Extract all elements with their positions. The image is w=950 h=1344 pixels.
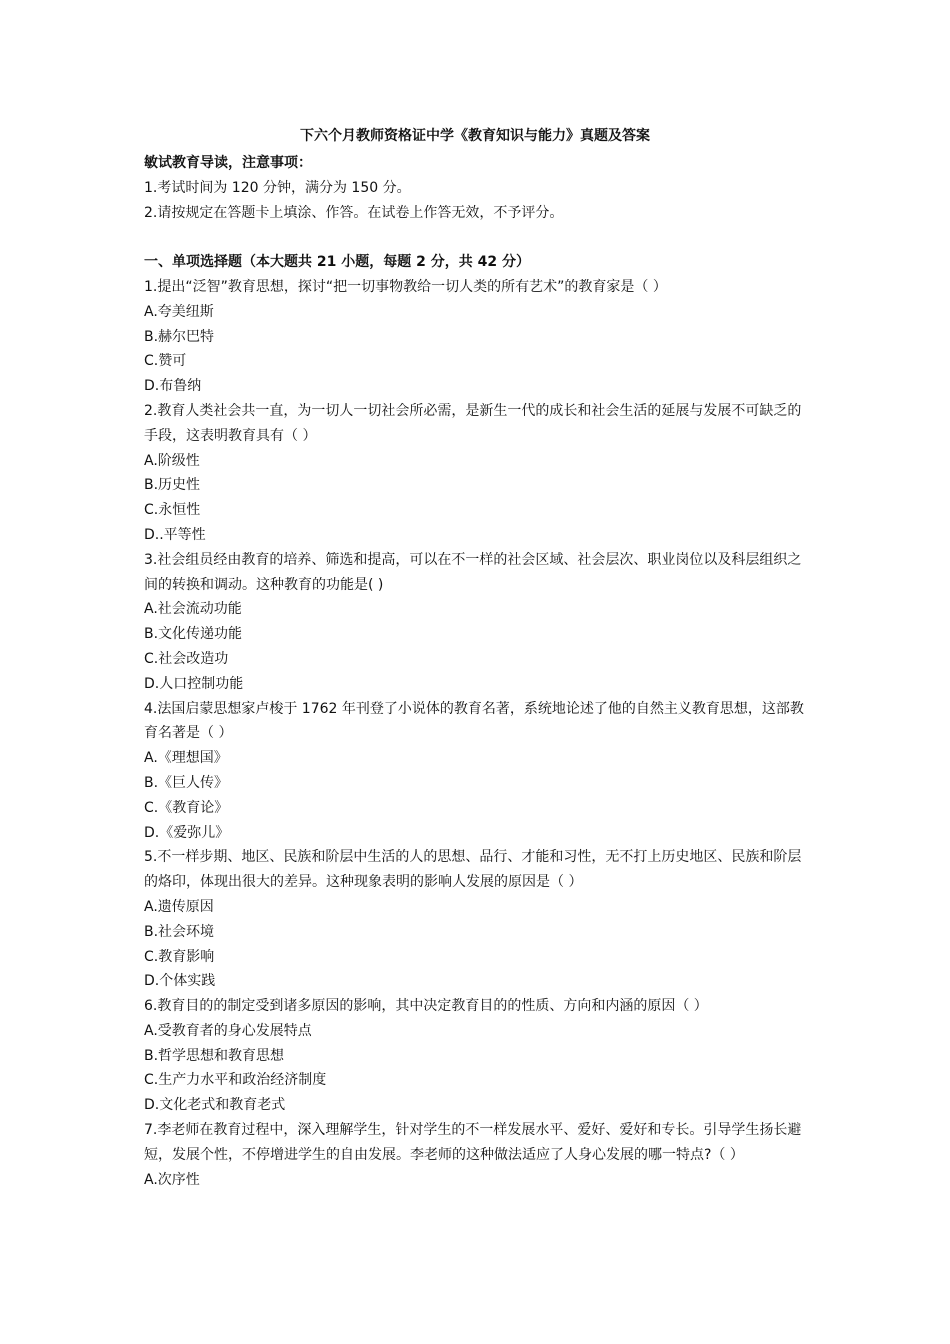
question-option: D.文化老式和教育老式 [144, 1097, 286, 1114]
question-option: B.赫尔巴特 [144, 328, 215, 345]
question-option: C.社会改造功 [144, 650, 229, 667]
question-option: B.《巨人传》 [144, 774, 229, 791]
question-option: D.《爱弥儿》 [144, 824, 230, 841]
question-stem: 4.法国启蒙思想家卢梭于 1762 年刊登了小说体的教育名著，系统地论述了他的自然主义教育思想，这部教育名著是（ ） [144, 700, 804, 742]
question-stem: 2.教育人类社会共一直，为一切人一切社会所必需，是新生一代的成长和社会生活的延展与发展不可缺乏的手段，这表明教育具有（ ） [144, 402, 802, 444]
notice-heading: 敏试教育导读，注意事项： [144, 155, 312, 171]
question-stem: 6.教育目的的制定受到诸多原因的影响，其中决定教育目的的性质、方向和内涵的原因（ ） [144, 998, 708, 1015]
question-option: A.次序性 [144, 1171, 200, 1188]
question-option: B.文化传递功能 [144, 626, 243, 643]
notice-item: 1.考试时间为 120 分钟，满分为 150 分。 [144, 179, 411, 196]
question-option: C.生产力水平和政治经济制度 [144, 1072, 327, 1089]
question-option: C.赞可 [144, 353, 187, 370]
question-option: B.哲学思想和教育思想 [144, 1047, 285, 1064]
question-stem: 1.提出“泛智”教育思想，探讨“把一切事物教给一切人类的所有艺术”的教育家是（ ） [144, 278, 667, 295]
blank-line [144, 225, 804, 250]
question-option: A.《理想国》 [144, 750, 228, 767]
document-title: 下六个月教师资格证中学《教育知识与能力》真题及答案 [300, 128, 650, 144]
document-body [144, 151, 804, 1192]
question-option: D..平等性 [144, 526, 206, 543]
notice-item: 2.请按规定在答题卡上填涂、作答。在试卷上作答无效，不予评分。 [144, 204, 564, 221]
question-option: D.人口控制功能 [144, 675, 244, 692]
question-option: A.遗传原因 [144, 898, 214, 915]
question-option: A.夸美纽斯 [144, 303, 214, 320]
question-option: B.历史性 [144, 477, 201, 494]
question-option: C.《教育论》 [144, 799, 229, 816]
question-option: C.教育影响 [144, 948, 215, 965]
question-option: D.布鲁纳 [144, 378, 202, 395]
question-stem: 7.李老师在教育过程中，深入理解学生，针对学生的不一样发展水平、爱好、爱好和专长。引导学生扬长避短，发展个性，不停增进学生的自由发展。李老师的这种做法适应了人身心发展的哪一特点?（ ） [144, 1122, 802, 1163]
section-heading: 一、单项选择题（本大题共 21 小题，每题 2 分，共 42 分） [144, 254, 530, 271]
question-option: A.社会流动功能 [144, 601, 242, 618]
question-stem: 3.社会组员经由教育的培养、筛选和提高，可以在不一样的社会区域、社会层次、职业岗位以及科层组织之间的转换和调动。这种教育的功能是( ) [144, 551, 802, 593]
question-option: D.个体实践 [144, 973, 216, 990]
question-option: B.社会环境 [144, 923, 215, 940]
question-option: C.永恒性 [144, 502, 201, 519]
question-option: A.受教育者的身心发展特点 [144, 1022, 312, 1039]
question-stem: 5.不一样步期、地区、民族和阶层中生活的人的思想、品行、才能和习性，无不打上历史地区、民族和阶层的烙印，体现出很大的差异。这种现象表明的影响人发展的原因是（ ） [144, 849, 802, 891]
question-option: A.阶级性 [144, 452, 200, 469]
